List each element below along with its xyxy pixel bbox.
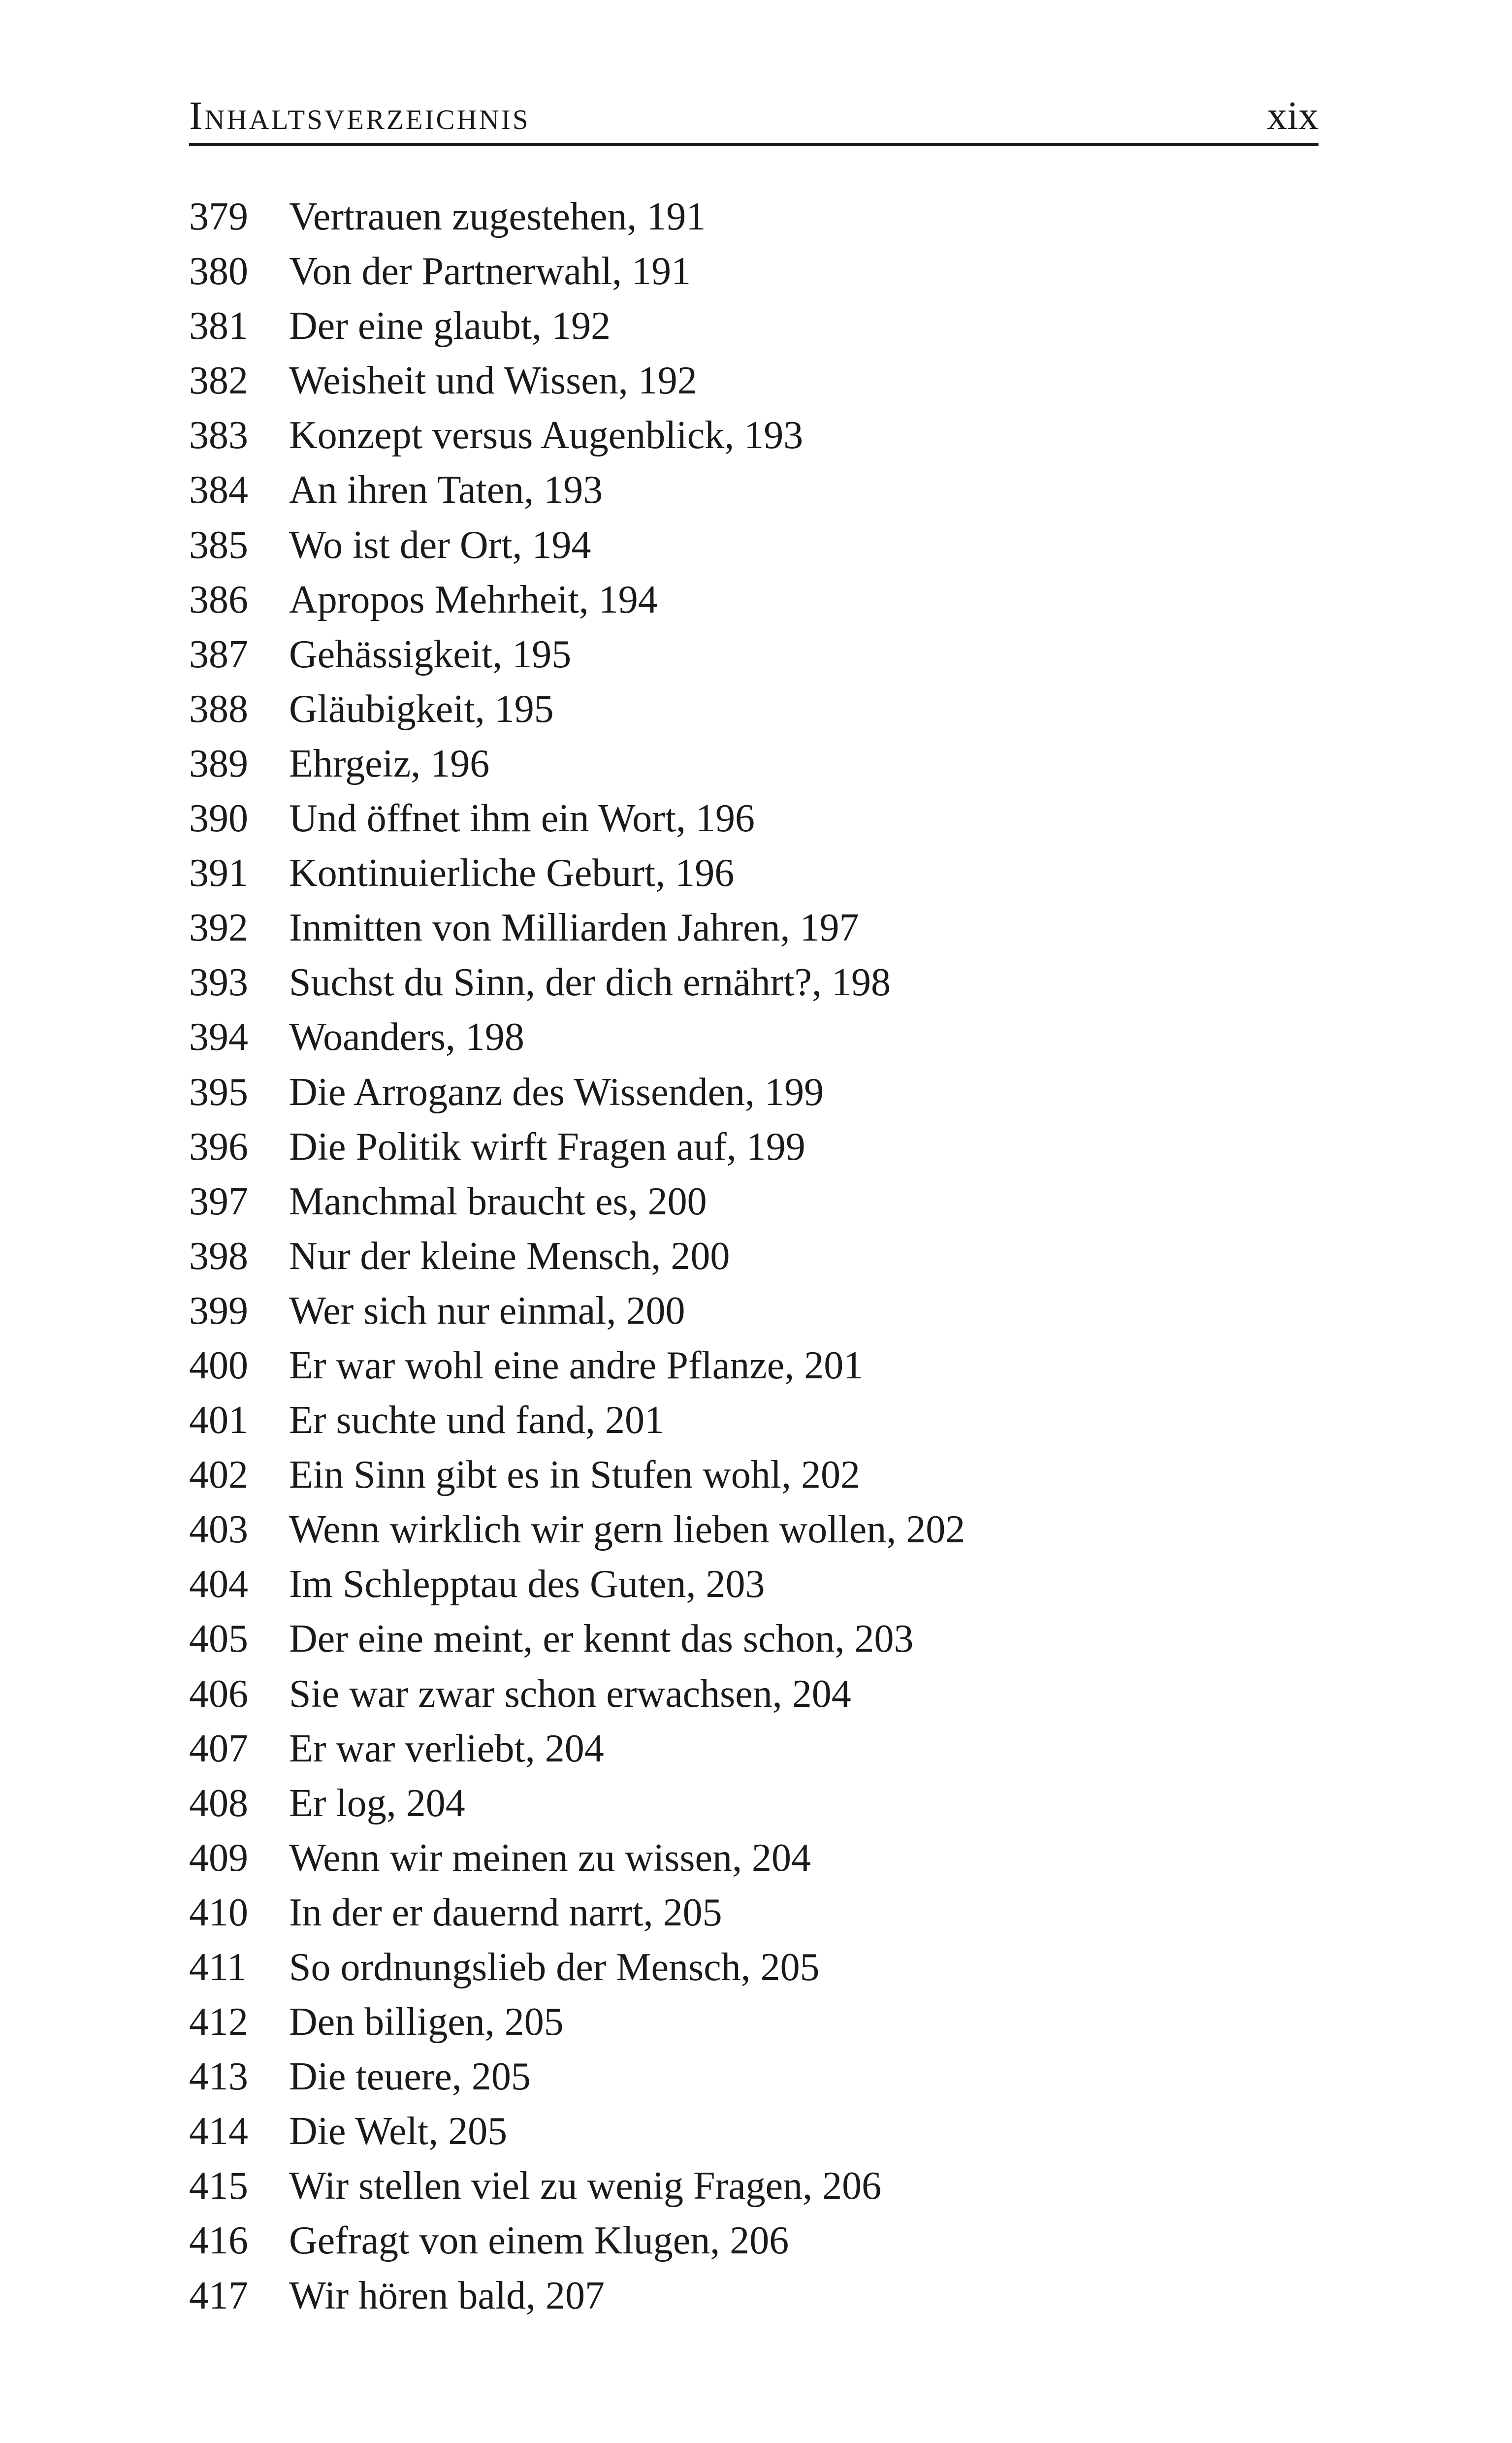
toc-entry-number: 380 — [189, 250, 248, 293]
toc-entry — [189, 1557, 1319, 1612]
toc-entry — [189, 1667, 1319, 1722]
toc-entry — [189, 1831, 1319, 1886]
toc-entry-title: Er suchte und fand, 201 — [289, 1399, 665, 1442]
toc-entry-number: 390 — [189, 797, 248, 841]
toc-entry-title: Sie war zwar schon erwachsen, 204 — [289, 1672, 851, 1716]
toc-entry-number: 413 — [189, 2055, 248, 2099]
toc-entry-title: Ehrgeiz, 196 — [289, 742, 490, 785]
toc-entry — [189, 299, 1319, 354]
toc-entry-number: 386 — [189, 578, 248, 621]
toc-entry-title: Er war wohl eine andre Pflanze, 201 — [289, 1343, 864, 1387]
toc-entry — [189, 1886, 1319, 1940]
toc-entry-title: Kontinuierliche Geburt, 196 — [289, 851, 735, 895]
toc-entry-title: Gläubigkeit, 195 — [289, 687, 554, 731]
toc-entry-number: 417 — [189, 2274, 248, 2317]
running-header — [189, 94, 1319, 146]
toc-entry-title: Vertrauen zugestehen, 191 — [289, 195, 706, 238]
toc-entry — [189, 1120, 1319, 1174]
toc-entry — [189, 2269, 1319, 2323]
page-number: xix — [1267, 93, 1319, 138]
table-of-contents — [189, 190, 1319, 2323]
toc-entry-number: 394 — [189, 1015, 248, 1059]
toc-entry-title: Woanders, 198 — [289, 1015, 524, 1059]
toc-entry-title: Wenn wirklich wir gern lieben wollen, 202 — [289, 1508, 965, 1552]
toc-entry-title: Und öffnet ihm ein Wort, 196 — [289, 797, 755, 841]
toc-entry — [189, 244, 1319, 299]
toc-entry-title: Wo ist der Ort, 194 — [289, 523, 591, 567]
toc-entry — [189, 1393, 1319, 1448]
toc-entry-title: Ein Sinn gibt es in Stufen wohl, 202 — [289, 1453, 860, 1497]
toc-entry-title: Die teuere, 205 — [289, 2055, 531, 2099]
toc-entry — [189, 1502, 1319, 1557]
toc-entry-title: Im Schlepptau des Guten, 203 — [289, 1563, 765, 1606]
toc-entry-title: Der eine glaubt, 192 — [289, 304, 611, 348]
toc-entry-title: Inmitten von Milliarden Jahren, 197 — [289, 906, 859, 950]
toc-entry — [189, 1940, 1319, 1995]
toc-entry — [189, 1722, 1319, 1776]
toc-entry — [189, 463, 1319, 518]
toc-entry — [189, 1776, 1319, 1831]
toc-entry-number: 406 — [189, 1672, 248, 1716]
toc-entry-number: 412 — [189, 2000, 248, 2044]
toc-entry-title: Gefragt von einem Klugen, 206 — [289, 2219, 789, 2263]
toc-entry-number: 389 — [189, 742, 248, 785]
toc-entry-number: 401 — [189, 1399, 248, 1442]
toc-entry-number: 408 — [189, 1781, 248, 1825]
toc-entry-title: Wenn wir meinen zu wissen, 204 — [289, 1836, 811, 1880]
toc-entry — [189, 1995, 1319, 2050]
toc-entry-number: 392 — [189, 906, 248, 950]
toc-entry — [189, 901, 1319, 955]
toc-entry — [189, 573, 1319, 627]
toc-entry-title: Den billigen, 205 — [289, 2000, 564, 2044]
toc-entry-number: 414 — [189, 2110, 248, 2153]
toc-entry-number: 399 — [189, 1289, 248, 1333]
toc-entry — [189, 737, 1319, 791]
toc-entry-number: 410 — [189, 1890, 248, 1934]
toc-entry-number: 391 — [189, 851, 248, 895]
toc-entry — [189, 354, 1319, 408]
toc-entry — [189, 1448, 1319, 1502]
toc-entry-number: 396 — [189, 1125, 248, 1169]
toc-entry — [189, 2159, 1319, 2214]
toc-entry-title: Suchst du Sinn, der dich ernährt?, 198 — [289, 961, 891, 1005]
toc-entry-title: Wir stellen viel zu wenig Fragen, 206 — [289, 2164, 882, 2208]
toc-entry-number: 381 — [189, 304, 248, 348]
toc-entry-number: 409 — [189, 1836, 248, 1880]
toc-entry-title: Die Politik wirft Fragen auf, 199 — [289, 1125, 805, 1169]
toc-entry — [189, 1010, 1319, 1065]
toc-entry-number: 383 — [189, 414, 248, 457]
toc-entry — [189, 1612, 1319, 1666]
toc-entry-title: Wir hören bald, 207 — [289, 2274, 605, 2317]
toc-entry-number: 385 — [189, 523, 248, 567]
toc-entry — [189, 1174, 1319, 1229]
toc-entry-number: 411 — [189, 1946, 247, 1989]
toc-entry-title: Weisheit und Wissen, 192 — [289, 359, 697, 403]
toc-entry-title: Wer sich nur einmal, 200 — [289, 1289, 685, 1333]
toc-entry-number: 393 — [189, 961, 248, 1005]
toc-entry-number: 400 — [189, 1343, 248, 1387]
toc-entry-number: 397 — [189, 1179, 248, 1223]
toc-entry — [189, 518, 1319, 573]
toc-entry-number: 379 — [189, 195, 248, 238]
toc-entry-number: 398 — [189, 1234, 248, 1278]
toc-entry-title: Konzept versus Augenblick, 193 — [289, 414, 804, 457]
toc-entry-title: Der eine meint, er kennt das schon, 203 — [289, 1617, 914, 1661]
toc-entry-title: An ihren Taten, 193 — [289, 468, 603, 512]
toc-entry — [189, 682, 1319, 737]
toc-entry-title: Apropos Mehrheit, 194 — [289, 578, 658, 621]
toc-entry — [189, 408, 1319, 463]
toc-entry-number: 403 — [189, 1508, 248, 1552]
toc-entry-title: Von der Partnerwahl, 191 — [289, 250, 691, 293]
toc-entry-title: Nur der kleine Mensch, 200 — [289, 1234, 730, 1278]
toc-entry — [189, 190, 1319, 244]
toc-entry — [189, 1338, 1319, 1393]
toc-entry-number: 407 — [189, 1726, 248, 1770]
toc-entry-number: 402 — [189, 1453, 248, 1497]
toc-entry-number: 405 — [189, 1617, 248, 1661]
toc-entry — [189, 2214, 1319, 2268]
toc-entry — [189, 791, 1319, 846]
toc-entry-title: Manchmal braucht es, 200 — [289, 1179, 707, 1223]
toc-entry-number: 387 — [189, 632, 248, 676]
toc-entry-title: Er war verliebt, 204 — [289, 1726, 604, 1770]
toc-entry — [189, 2050, 1319, 2104]
toc-entry-number: 384 — [189, 468, 248, 512]
toc-entry-number: 388 — [189, 687, 248, 731]
toc-entry — [189, 955, 1319, 1010]
toc-entry — [189, 1284, 1319, 1338]
toc-entry — [189, 2104, 1319, 2159]
toc-entry — [189, 846, 1319, 901]
toc-entry — [189, 1065, 1319, 1120]
toc-entry-title: Er log, 204 — [289, 1781, 465, 1825]
toc-entry-title: Gehässigkeit, 195 — [289, 632, 572, 676]
toc-entry-title: So ordnungslieb der Mensch, 205 — [289, 1946, 820, 1989]
header-title: Inhaltsverzeichnis — [189, 93, 530, 138]
toc-entry-number: 416 — [189, 2219, 248, 2263]
toc-entry-number: 382 — [189, 359, 248, 403]
toc-entry-title: Die Arroganz des Wissenden, 199 — [289, 1070, 824, 1114]
toc-entry-title: Die Welt, 205 — [289, 2110, 508, 2153]
toc-entry — [189, 1229, 1319, 1284]
toc-entry — [189, 627, 1319, 682]
toc-entry-title: In der er dauernd narrt, 205 — [289, 1890, 722, 1934]
toc-entry-number: 395 — [189, 1070, 248, 1114]
toc-entry-number: 415 — [189, 2164, 248, 2208]
toc-entry-number: 404 — [189, 1563, 248, 1606]
